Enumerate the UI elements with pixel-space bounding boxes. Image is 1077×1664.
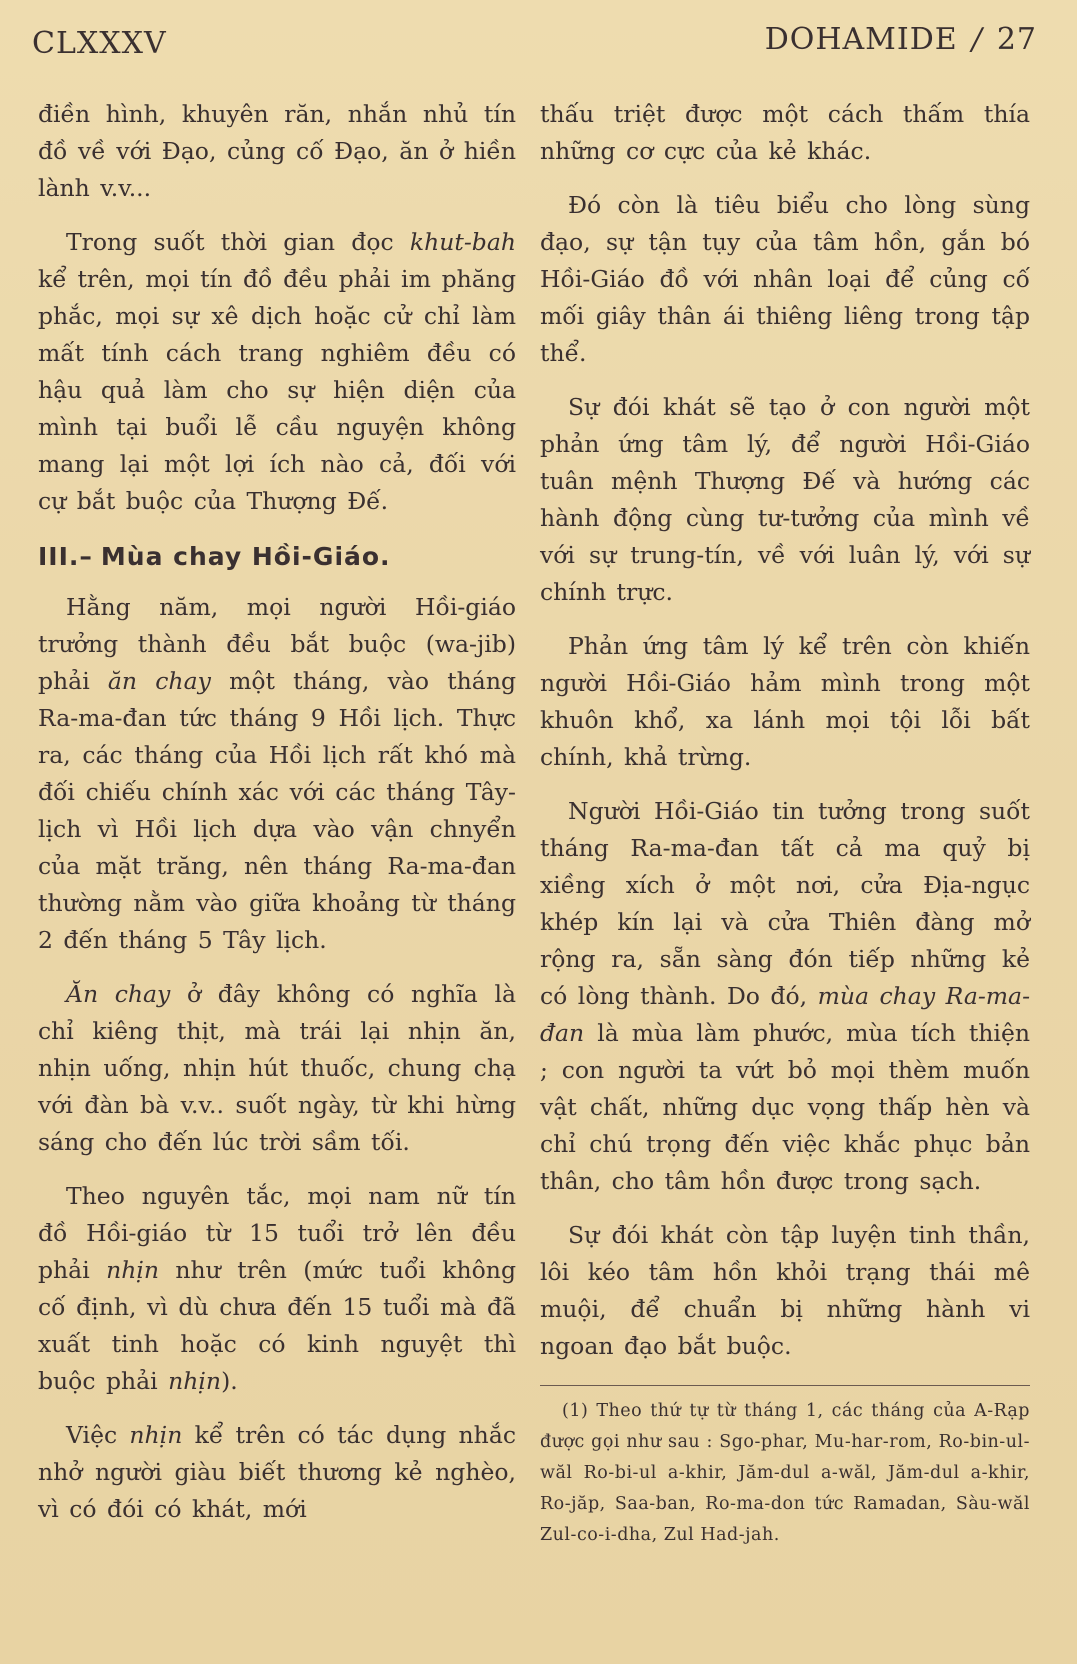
paragraph xyxy=(38,1417,516,1528)
text-run: Việc xyxy=(66,1421,130,1449)
italic-term: nhịn xyxy=(129,1421,183,1449)
paragraph: Phản ứng tâm lý kể trên còn khiến người Hồi-Giáo hảm mình trong một khuôn khổ, xa lánh mọi tội lỗi bất chính, khả trừng. xyxy=(540,632,1030,771)
text-run: ở đây không có nghĩa là chỉ kiêng thịt, mà trái lại nhịn ăn, nhịn uống, nhịn hút thuốc, chung chạ với đàn bà v.v.. suốt ngày, từ khi hừng sáng cho đến lúc trời sầm tối. xyxy=(38,980,516,1156)
footnote: (1) Theo thứ tự từ tháng 1, các tháng của A-Rạp được gọi như sau : Sgo-phar, Mu-har-rom, Ro-bin-ul-wăl Ro-bi-ul a-khir, Jăm-dul a-wăl, Jăm-dul a-khir, Ro-jăp, Saa-ban, Ro-ma-don tức Ramadan, Sàu-wăl Zul-co-i-dha, Zul Had-jah. xyxy=(540,1401,1030,1545)
left-column xyxy=(38,96,516,1545)
text-run: là mùa làm phước, mùa tích thiện ; con người ta vứt bỏ mọi thèm muốn vật chất, những dục vọng thấp hèn và chỉ chú trọng đến việc khắc phục bản thân, cho tâm hồn được trong sạch. xyxy=(540,1019,1030,1195)
text-run: một tháng, vào tháng Ra-ma-đan tức tháng 9 Hồi lịch. Thực ra, các tháng của Hồi lịch rất khó mà đối chiếu chính xác với các tháng Tây-lịch vì Hồi lịch dựa vào vận chnyển của mặt trăng, nên tháng Ra-ma-đan thường nằm vào giữa khoảng từ tháng 2 đến tháng 5 Tây lịch. xyxy=(38,667,516,954)
paragraph xyxy=(38,224,516,520)
text-run: Trong suốt thời gian đọc xyxy=(66,228,410,256)
paragraph xyxy=(38,589,516,959)
paragraph: thấu triệt được một cách thấm thía những cơ cực của kẻ khác. xyxy=(540,100,1030,165)
italic-term: Ăn chay xyxy=(66,980,171,1008)
italic-term: nhịn xyxy=(106,1256,160,1284)
italic-term: nhịn xyxy=(168,1367,222,1395)
paragraph: Sự đói khát còn tập luyện tinh thần, lôi kéo tâm hồn khỏi trạng thái mê muội, để chuẩn bị những hành vi ngoan đạo bắt buộc. xyxy=(540,1221,1030,1360)
section-heading xyxy=(38,542,516,571)
text-run: Người Hồi-Giáo tin tưởng trong suốt tháng Ra-ma-đan tất cả ma quỷ bị xiềng xích ở một nơi, cửa Địa-ngục khép kín lại và cửa Thiên đàng mở rộng ra, sẵn sàng đón tiếp những kẻ có lòng thành. Do đó, xyxy=(540,797,1030,1010)
text-run: Hằng năm, mọi người Hồi-giáo trưởng thành đều bắt buộc (wa-jib) phải xyxy=(38,593,516,695)
page-header xyxy=(32,18,1037,68)
paragraph xyxy=(38,1178,516,1400)
paragraph xyxy=(540,793,1030,1200)
header-title-group xyxy=(765,22,1037,57)
italic-term: ăn chay xyxy=(107,667,211,695)
section-title: Mùa chay Hồi-Giáo. xyxy=(100,542,391,571)
paragraph xyxy=(38,976,516,1161)
paragraph: điền hình, khuyên răn, nhắn nhủ tín đồ về với Đạo, củng cố Đạo, ăn ở hiền lành v.v... xyxy=(38,100,516,202)
text-run: kể trên có tác dụng nhắc nhở người giàu biết thương kẻ nghèo, vì có đói có khát, mới xyxy=(38,1421,516,1523)
text-run: ). xyxy=(221,1367,238,1395)
header-title: DOHAMIDE xyxy=(764,22,958,57)
page-number: 27 xyxy=(996,22,1037,57)
text-run: như trên (mức tuổi không cố định, vì dù chưa đến 15 tuổi mà đã xuất tinh hoặc có kinh nguyệt thì buộc phải xyxy=(38,1256,516,1395)
text-run: kể trên, mọi tín đồ đều phải im phăng phắc, mọi sự xê dịch hoặc cử chỉ làm mất tính cách trang nghiêm đều có hậu quả làm cho sự hiện diện của mình tại buổi lễ cầu nguyện không mang lại một lợi ích nào cả, đối với cự bắt buộc của Thượng Đế. xyxy=(38,265,516,515)
footnote-divider xyxy=(540,1385,1030,1386)
italic-term: khut-bah xyxy=(409,228,516,256)
text-run: Theo nguyên tắc, mọi nam nữ tín đồ Hồi-giáo từ 15 tuổi trở lên đều phải xyxy=(38,1182,516,1284)
paragraph: Đó còn là tiêu biểu cho lòng sùng đạo, sự tận tụy của tâm hồn, gắn bó Hồi-Giáo đồ với nhân loại để củng cố mối giây thân ái thiêng liêng trong tập thể. xyxy=(540,191,1030,367)
section-number: III.– xyxy=(38,542,93,571)
right-column xyxy=(540,96,1030,1551)
italic-term: mùa chay Ra-ma-đan xyxy=(540,982,1031,1047)
header-separator: / xyxy=(971,22,983,57)
header-roman-numeral: CLXXXV xyxy=(32,26,167,61)
paragraph: Sự đói khát sẽ tạo ở con người một phản ứng tâm lý, để người Hồi-Giáo tuân mệnh Thượng Đế và hướng các hành động cùng tư-tưởng của mình về với sự trung-tín, về với luân lý, với sự chính trực. xyxy=(540,393,1030,606)
